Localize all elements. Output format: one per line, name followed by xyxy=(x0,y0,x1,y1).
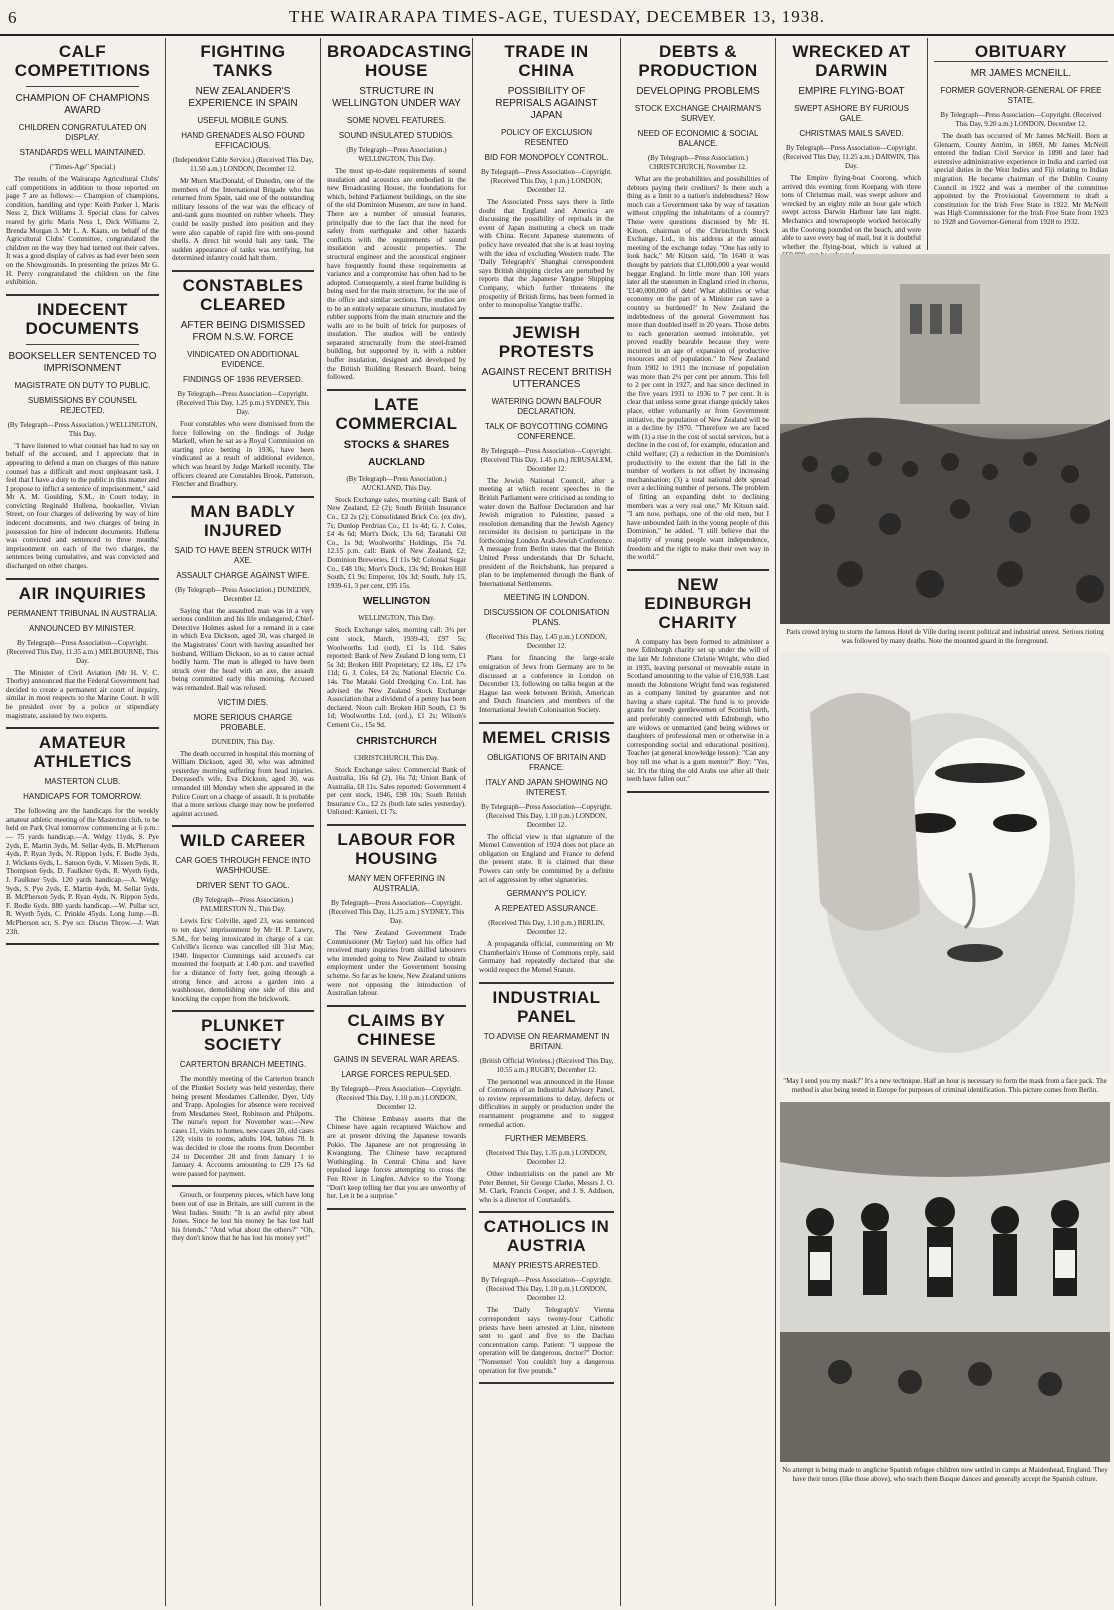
deck: FINDINGS OF 1936 REVERSED. xyxy=(182,374,304,384)
article-body: "I have listened to what counsel has had to say on behalf of the accused, and I appreciate that in appearing to defend a man on charges of this nature counsel has a difficult and most unpleasant task. I feel that I have a duty to the public in this matter and I propose to inflict a sentence of imprisonment," said Mr A. M. Goulding, S.M., in Court today, in convicting Reginald Hullena, bookseller, Vivian Street, on four charges of delivering by way of hire indecent documents, and two charges of being in possession for hire of indecent documents. Hullena was convicted and sentenced to three months' imprisonment on each of the two charges, the sentences being cumulative, and was convicted and discharged on other charges. xyxy=(6,441,159,571)
headline: DEBTS & PRODUCTION xyxy=(638,42,758,80)
article-body: The Minister of Civil Aviation (Mr H. V. C. Thorby) announced that the Federal Government had decided to create a permanent air court of inquiry, similar in most respects to the Marine Court. It will be presided over by a police or stipendiary magistrate, assisted by two experts. xyxy=(6,668,159,720)
article-calf-competitions xyxy=(6,42,159,296)
article-constables-cleared xyxy=(172,276,314,498)
dateline: By Telegraph—Press Association—Copyright. (Received This Day, 9.20 a.m.) LONDON, December 12. xyxy=(940,111,1102,128)
section-head: AUCKLAND xyxy=(368,456,425,468)
dateline: By Telegraph—Press Association—Copyright. (Received This Day, 11.25 a.m.) DARWIN, This Day. xyxy=(783,144,920,170)
deck: VICTIM DIES. xyxy=(217,697,269,707)
subhead: DEVELOPING PROBLEMS xyxy=(636,86,760,97)
deck: BID FOR MONOPOLY CONTROL. xyxy=(484,153,609,162)
subhead: EMPIRE FLYING-BOAT xyxy=(798,86,905,97)
deck: ASSAULT CHARGE AGAINST WIFE. xyxy=(176,570,310,580)
deck: DISCUSSION OF COLONISATION PLANS. xyxy=(483,608,610,628)
deck: LARGE FORCES REPULSED. xyxy=(341,1069,452,1079)
masthead xyxy=(0,0,1114,36)
article-body: Other industrialists on the panel are Mr Peter Bennet, Sir George Clarke, Messrs J. O. M. Clark, Francis Cooper, and J. S. Addison, who is a director of Courtauld's. xyxy=(479,1170,614,1204)
subhead: AGAINST RECENT BRITISH UTTERANCES xyxy=(481,366,612,390)
article-body: The Associated Press says there is little doubt that England and America are discussing the possibility of reprisals in the event of Japan instituting a check on trade with China. Recent Japanese statements of policy have revealed that she is at least toying with the idea of excluding Western trade. The 'Daily Telegraph's' Shanghai correspondent says British shipping circles are perturbed by reports that the Japanese Yangtse Shipping Company, which further threatens the prosperity of British firms, has been formed in order to monopolise Yangtse traffic. xyxy=(479,198,614,310)
article-body: Mr Murn MacDonald, of Dunedin, one of the members of the International Brigade who has returned from Spain, said one of the outstanding military lessons of the war was the efficacy of anti-tank guns mounted on rubber wheels. They could be easily pushed into position and they were also capable of rapid fire with one-pound shells. A direct hit would halt any tank. The sudden appearance of tanks was terrifying, but determined infantry could halt them. xyxy=(172,177,314,263)
subhead: BOOKSELLER SENTENCED TO IMPRISONMENT xyxy=(8,350,157,374)
article-wild-career xyxy=(172,831,314,1012)
deck: CHILDREN CONGRATULATED ON DISPLAY. xyxy=(18,123,147,142)
deck: HAND GRENADES ALSO FOUND EFFICACIOUS. xyxy=(181,131,305,150)
dateline: (By Telegraph—Press Association.) AUCKLAND, This Day. xyxy=(346,474,447,492)
column-5 xyxy=(621,38,776,1606)
dateline: By Telegraph—Press Association—Copyright. (Received This Day, 11.25 a.m.) SYDNEY, This Day. xyxy=(328,899,465,926)
dateline: (British Official Wireless.) (Received This Day, 10.55 a.m.) RUGBY, December 12. xyxy=(479,1056,614,1074)
headline: INDECENT DOCUMENTS xyxy=(25,299,140,338)
article-wrecked-at-darwin xyxy=(782,42,921,260)
article-trade-in-china xyxy=(479,42,614,319)
deck: SOUND INSULATED STUDIOS. xyxy=(338,131,455,140)
filler-paragraph: Grouch, or fourpenny pieces, which have long been out of use in Britain, are still current in the West Indies. Smith: "It is an awful pity about Jones. Since he lost his money he has lost half his friends." "And what about the others?" "Oh, they don't know that he has lost his money yet!" xyxy=(172,1191,314,1243)
article-body: The following are the handicaps for the weekly amateur athletic meeting of the Masterton club, to be held on Park Oval tomorrow commencing at 6 p.m.:— 75 yards handicap.—A. Welgy 11yds, S. Pye 2yds, E. Martin 3yds, M. Sellar 4yds, B. McPherson 4yds, P. Ryan 3yds, N. Rippon 1yds, F. Bodle 3yds, J. Wickens 6yds, L. Sanson 6yds, V. Missen 5yds, R. Thompson 6yds, D. Faulkner 6yds, R. Wyeth 6yds, J. Faulkner 5yds. 120 yards handicap.—A. Welgy 9yds, S. Pye 2yds, E. Martin 4yds, M. Sellar 5yds, B. McPherson 5yds, P. Ryan 4yds, N. Rippon 5yds, F. Bodle 6yds. 880 yards handicap.—W. Pullar scr, R. Wyeth 5yds, C. Prinkle 45yds. Long Jump.—B. McPherson scr, S. Pye scr. Discus Throw.—J. Watt 23ft. xyxy=(6,807,159,936)
subhead: STOCKS & SHARES xyxy=(343,438,450,451)
headline: FIGHTING TANKS xyxy=(200,42,286,80)
deck: SOME NOVEL FEATURES. xyxy=(346,116,447,125)
article-industrial-panel xyxy=(479,988,614,1214)
deck: SAID TO HAVE BEEN STRUCK WITH AXE. xyxy=(174,545,312,565)
deck: MANY PRIESTS ARRESTED. xyxy=(493,1261,600,1271)
article-fighting-tanks xyxy=(172,42,314,272)
dateline: (By Telegraph—Press Association.) DUNEDIN, December 12. xyxy=(175,585,311,603)
article-body: The death occurred in hospital this morning of William Dickson, aged 30, who was admitted yesterday morning suffering from head injuries. Deceased's wife, Eva Dickson, aged 30, was remanded till Monday when she appeared in the Police Court on a charge of assault. It is probable that a more serious charge may now be preferred against accused. xyxy=(172,749,314,818)
deck: DRIVER SENT TO GAOL. xyxy=(196,881,290,891)
dateline: (By Telegraph—Press Association.) WELLINGTON, This Day. xyxy=(7,420,158,438)
dateline: By Telegraph—Press Association—Copyright. (Received This Day, 11.35 a.m.) MELBOURNE, This Day. xyxy=(6,638,159,665)
deck: FURTHER MEMBERS. xyxy=(505,1134,588,1144)
subhead: MR JAMES MCNEILL. xyxy=(970,68,1072,79)
dateline: (By Telegraph—Press Association.) CHRISTCHURCH, November 12. xyxy=(647,154,749,171)
headline: TRADE IN CHINA xyxy=(504,42,589,80)
column-2 xyxy=(166,38,321,1606)
article-body: The personnel was announced in the House of Commons of an Industrial Advisory Panel, to review representations to delay, defects or difficulties in supply or production under the rearmament programme and to suggest remedial action. xyxy=(479,1077,614,1129)
headline: CATHOLICS IN AUSTRIA xyxy=(483,1217,610,1256)
headline: NEW EDINBURGH CHARITY xyxy=(644,574,752,632)
article-body: The 'Daily Telegraph's' Vienna correspondent says twenty-four Catholic priests have been arrested at Linz, nineteen sent to gaol and five to the Dachau concentration camp. Patient: "I suppose the operation will be dangerous, doctor?" Doctor: "Nonsense! You couldn't buy a dangerous operation for five pounds." xyxy=(479,1306,614,1375)
article-body: The most up-to-date requirements of sound insulation and acoustics are embodied in the new Broadcasting House, the foundations for which, behind Parliament buildings, on the site of the old Dominion Museum, are now in hand. There are a number of unusual features, principally due to the fact that the need for safety from earthquake and other hazards conflicts with the requirements of sound insulation and acoustic properties. The structural engineer and the acoustical engineer have frequently found these requirements at variance and a compromise has often had to be adopted. Consequently, a steel frame building is being used for the main structure, for the use of the office and similar sections. The studios are to be an entirely separate structure, insulated by rubber supports from the main structure and the walls are to be built of brick for purposes of insulation. The studios will be entirely separated structurally from the steel-framed building, but supported by it, with a rubber buffer insulation, designed and developed by the British Building Research Board, being followed. xyxy=(327,167,466,382)
deck: MEETING IN LONDON. xyxy=(503,593,590,603)
dateline: By Telegraph—Press Association—Copyright. (Received This Day, 1.45 p.m.) JERUSALEM, December 12. xyxy=(480,446,613,473)
deck: HANDICAPS FOR TOMORROW. xyxy=(23,792,142,802)
dateline: By Telegraph—Press Association—Copyright. (Received This Day, 1.25 p.m.) SYDNEY, This Day. xyxy=(176,389,310,416)
deck: PERMANENT TRIBUNAL IN AUSTRALIA. xyxy=(7,608,158,618)
headline: MEMEL CRISIS xyxy=(482,727,611,747)
headline: CLAIMS BY CHINESE xyxy=(347,1010,446,1049)
article-obituary xyxy=(934,42,1108,227)
article-body: The Jewish National Council, after a meeting at which recent speeches in the British Parliament were criticised as tending to water down the Balfour Declaration and bar Jewish migration to Palestine, passed a resolution demanding that the Jewish Agency reconsider its decision to participate in the forthcoming London Arab-Jewish Conference. A message from Berlin states that the British United Press understands that Dr Schacht, president of the Reichsbank, has prepared a plan to be implemented through the Bank of International Settlements. xyxy=(479,476,614,588)
deck: ANNOUNCED BY MINISTER. xyxy=(29,623,136,633)
dateline: DUNEDIN, This Day. xyxy=(211,737,275,746)
article-body: The monthly meeting of the Carterton branch of the Plunket Society was held yesterday, there being present Mesdames Callender, Dyer, Udy and Trapp. Apologies for absence were received from Mesdames Steel, Robinson and Philpotts. The nurse's report for November was:—New cases 11, visits to homes, new cases 20, old cases 120; visits to rooms, adults 104, babies 78. It was decided to close the rooms from December 24 to December 28 and from January 1 to January 4. Accounts amounting to £29 17s 6d were passed for payment. xyxy=(172,1075,314,1178)
subhead: AFTER BEING DISMISSED FROM N.S.W. FORCE xyxy=(180,319,306,343)
deck: SUBMISSIONS BY COUNSEL REJECTED. xyxy=(27,395,138,415)
headline: WILD CAREER xyxy=(180,831,306,851)
subhead: STRUCTURE IN WELLINGTON UNDER WAY xyxy=(332,86,461,109)
article-body: Stock Exchange sales, morning call: 3¾ per cent stock, March, 1939-43, £97 5s; Woolworths Ltd (ord), £1 1s 11d. Sales reported: Bank of New Zealand D long term, £1 5s 3d; Broken Hill Proprietary, £2 18s, £2 17s 11d; G. J. Coles, £4 2s; National Electric Co. 14s. The Mataki Gold Dredging Co. Ltd. has advised the New Zealand Stock Exchange Association that a dividend of a penny has been declared. Noon call: Broken Hill South, £1 9s 1d; Woolworths Ltd. (ord.), £1 2s; Wilson's Cement Co., 15s 9d. xyxy=(327,626,466,729)
article-body: The results of the Wairarapa Agricultural Clubs' calf competitions in addition to those reported on page 7 are as follows:— Champion of champions, condition, handling and type: Keith Parker 1, Maris Ness 2, Dick Williams 3. Special class for calves reared by girls: Maris Ness 1, Dick Williams 2, Brenda Morgan 3. Mr L. A. Kaats, on behalf of the Agricultural Clubs' Committee, congratulated the children on the way they had turned out their calves. It was a good display of calves as had ever been seen on the Showgrounds. In presenting the prizes Mr G. H. Perry congratulated the children on the fine exhibition. xyxy=(6,175,159,287)
article-body: The Chinese Embassy asserts that the Chinese have again recaptured Waichow and are at present driving the Japanese towards Pokio. The Japanese are not progressing in Kwangtung. The Chinese have recaptured Wuthingling. In Central China and have repulsed large forces attempting to cross the Fen River in Lingfen. Advice to the Young: "Don't keep telling her that you are unworthy of her. Let it be a surprise." xyxy=(327,1114,466,1201)
dateline: By Telegraph—Press Association—Copyright. (Received This Day, 1.10 p.m.) LONDON, December 12. xyxy=(330,1084,462,1111)
deck: MASTERTON CLUB. xyxy=(44,777,121,787)
dateline: (Received This Day, 1.45 p.m.) LONDON, December 12. xyxy=(486,633,607,651)
article-broadcasting-house xyxy=(327,42,472,391)
article-amateur-athletics xyxy=(6,733,159,945)
deck: POLICY OF EXCLUSION RESENTED xyxy=(501,128,592,147)
headline: JEWISH PROTESTS xyxy=(498,322,595,361)
section-head: CHRISTCHURCH xyxy=(356,735,437,747)
headline: MAN BADLY INJURED xyxy=(190,501,296,540)
article-body: The official view is that signature of the Memel Convention of 1924 does not place an obligation on England and France to defend the present state. It is claimed that these Powers can only be committed by a definite act of aggression by other signatories. xyxy=(479,832,614,884)
deck: CARTERTON BRANCH MEETING. xyxy=(179,1060,307,1070)
headline: CALF COMPETITIONS xyxy=(14,42,151,80)
article-memel-crisis xyxy=(479,728,614,984)
deck: GERMANY'S POLICY. xyxy=(506,889,587,899)
headline: LABOUR FOR HOUSING xyxy=(337,830,456,869)
masthead-title: THE WAIRARAPA TIMES-AGE, TUESDAY, DECEMBER 13, 1938. xyxy=(289,7,825,26)
dateline: (Independent Cable Service.) (Received This Day, 11.50 a.m.) LONDON, December 12. xyxy=(172,156,314,173)
deck: CAR GOES THROUGH FENCE INTO WASHHOUSE. xyxy=(175,856,311,876)
article-body: The New Zealand Government Trade Commissioner (Mr Taylor) said his office had received many inquiries from skilled labourers who intended going to New Zealand to obtain employment under the Government housing scheme. So far as he knew, New Zealand unions were not opposing the introduction of Australian labour. xyxy=(327,929,466,998)
dateline: By Telegraph—Press Association—Copyright. (Received This Day, 1 p.m.) LONDON, December 12. xyxy=(480,168,612,194)
article-body: Saying that the assaulted man was in a very serious condition and his life endangered, Chief-Detective Holmes asked for a remand in a case in which Eva Dickson, aged 30, was charged in the Magistrates' Court with having assaulted her husband, William Dickson, so as to cause actual bodily harm. The man is alleged to have been struck over the head with an axe, the assault being committed early this morning. Accused was remanded. Bail was refused. xyxy=(172,606,314,693)
article-indecent-documents xyxy=(6,300,159,580)
headline: AIR INQUIRIES xyxy=(18,583,147,603)
page-number: 6 xyxy=(8,8,18,27)
subhead: CHAMPION OF CHAMPIONS AWARD xyxy=(15,93,150,116)
article-debts-production xyxy=(627,42,769,571)
dateline: CHRISTCHURCH, This Day. xyxy=(354,753,439,762)
article-body: Stock Exchange sales, morning call: Bank of New Zealand, £2 (2); South British Insurance Co., £2 2s (2); Consolidated Brick Co. (ex div), 7s; Dunlop Perdriau Co., £1 1s 4d; G. J. Coles, £4 4s 6d; Mort's Dock, 13s 6d; Taranaki Oil Co., 1s 9d; Woolworths' Holdings, 15s 7d. 12.15 p.m. call: Bank of New Zealand, £2; Dominion Breweries, £1 11s 9d; Colonial Sugar Co., £48 10s; Mort's Dock, 13s 9d; Broken Hill South, £1 9s; Emperor, 10s 3d; South, July 15, 1939-61, 3 per cent, £95 15s. xyxy=(327,495,466,590)
headline: AMATEUR ATHLETICS xyxy=(33,733,132,772)
headline: BROADCASTING HOUSE xyxy=(327,42,472,80)
deck: VINDICATED ON ADDITIONAL EVIDENCE. xyxy=(187,349,299,369)
headline: WRECKED AT DARWIN xyxy=(792,42,911,80)
article-body: What are the probabilities and possibilities of debtors paying their creditors? Is there such a thing as a limit to a nation's indebtedness? How much can a Government take by way of taxation without crippling the inhabitants of a country? These were questions discussed by Mr H. Kitson, chairman of the Christchurch Stock Exchange, Ltd., in his address at the annual meeting of the exchange today. "One has only to look back," Mr Kitson said, "In 1640 it was thought by patriots that £1,000,000 a year would beggar England. In little more than 100 years later all the statesmen in England cried in chorus, '£140,000,000 of debt! What abilities or what economy on the part of a Minister can save a country so burdened?' In New Zealand the indebtedness of the general Government has more than doubled itself in 20 years. Those debts to each generation seemed intolerable, yet proved readily bearable because they were incurred in an age of expansion of productive resources and of population." In New Zealand from 1902 to 1911 the increase of population was more than 2¼ per cent per annum. This fell to 2 per cent in 1927, and has since declined in the five years 1931 to 1936 to 7 per cent. It is clear that unless some great change quickly takes place, either voluntarily or from Government initiative, the population of New Zealand will be in a decline by 1970. "Therefore we are faced with (1) a rise in the cost of social services, but a decline in the cost of, for example, education and child welfare; (2) a reduction in the Dominion's productivity to the extent that the fall in the number of workers is not offset by increasing mechanisation; (3) a total national debt spread over a declining number of persons. The problem of fitting an expanding debt to declining members was a very real one," Mr Kitson said. "I am now, perhaps, one of the old men, but I have unbounded faith in the young people of this Dominion," he added. "I still believe that the majority of young people want independence, freedom and the right to make their own way in the world." xyxy=(627,175,769,562)
section-head: WELLINGTON xyxy=(362,596,431,608)
deck: FORMER GOVERNOR-GENERAL OF FREE STATE. xyxy=(940,86,1102,105)
dateline: WELLINGTON, This Day. xyxy=(358,614,435,623)
dateline: By Telegraph—Press Association—Copyright. (Received This Day, 1.10 p.m.) LONDON, December 12. xyxy=(480,802,612,829)
dateline: (Received This Day, 1.35 p.m.) LONDON, December 12. xyxy=(486,1149,607,1167)
column-4 xyxy=(473,38,621,1606)
column-7 xyxy=(928,38,1114,250)
article-plunket-society xyxy=(172,1016,314,1187)
headline: LATE COMMERCIAL xyxy=(335,394,458,433)
deck: WATERING DOWN BALFOUR DECLARATION. xyxy=(491,396,602,416)
subhead: NEW ZEALANDER'S EXPERIENCE IN SPAIN xyxy=(188,86,298,109)
article-catholics-in-austria xyxy=(479,1217,614,1384)
article-claims-by-chinese xyxy=(327,1011,466,1210)
article-jewish-protests xyxy=(479,323,614,724)
paris-crowd-image xyxy=(780,254,1110,624)
headline: CONSTABLES CLEARED xyxy=(182,275,304,314)
paris-photo-caption: Paris crowd trying to storm the famous Hotel de Ville during recent political and industrial unrest. Serious rioting was followed by many deaths. Note the mounted guard in the foreground. xyxy=(786,628,1104,645)
deck: CHRISTMAS MAILS SAVED. xyxy=(799,129,904,138)
dateline: (Received This Day, 1.10 p.m.) BERLIN, December 12. xyxy=(488,919,605,937)
article-body: A company has been formed to administer a new Edinburgh charity set up under the will of the late Mr Johnstone Christie Wright, who died in 1935, leaving personal or moveable estate in Scotland amounting to the value of £16,938. Last month the Johnstone Wright fund was registered as a company limited by guarantee and not having a share capital. The fund is to provide grants for needy gentlewomen of Scottish birth, and preferably connected with Edinburgh, who are widows or unmarried (and being widows or daughters of professional men or otherwise in a corresponding social and educational position). Teacher (at general knowledge lesson): "Can any boy tell me what is a gum mentor?" Boy: "Yes, sir. It's the thing the old Arabs use after all their teeth have fallen out." xyxy=(627,637,769,784)
article-man-badly-injured xyxy=(172,502,314,828)
dateline: By Telegraph—Press Association—Copyright. (Received This Day, 1.10 p.m.) LONDON, December 12. xyxy=(480,1276,612,1303)
subhead: POSSIBILITY OF REPRISALS AGAINST JAPAN xyxy=(495,86,598,121)
deck: A REPEATED ASSURANCE. xyxy=(494,904,599,914)
article-body: Plans for financing the large-scale emigration of Jews from Germany are to be discussed at a conference in London on December 13, following on talks begun at the Hague last week between British, American and Dutch financiers and members of the International Jewish Colonisation Society. xyxy=(479,654,614,714)
article-body: Stock Exchange sales: Commercial Bank of Australia, 16s 6d (2), 16s 7d; Union Bank of Australia, £8 11s. Sales reported: Government 4 per cent stock, 1946, £98 10s; South British Insurance Co., £2 2s (both late sales yesterday). Unlisted: Kanieri, £1 7s. xyxy=(327,765,466,817)
deck: MORE SERIOUS CHARGE PROBABLE. xyxy=(193,712,293,732)
headline: PLUNKET SOCIETY xyxy=(201,1016,285,1055)
article-air-inquiries xyxy=(6,584,159,730)
children-photo-caption: No attempt is being made to anglicise Spanish refugee children now settled in camps at Maidenhead, England. They have their tutors (like those above), who teach them Basque dances and generally accept the Spanish culture. xyxy=(782,1466,1108,1483)
photo-column xyxy=(780,254,1110,1606)
article-labour-for-housing xyxy=(327,830,466,1007)
spanish-children-photo xyxy=(780,1102,1110,1462)
spanish-children-image xyxy=(780,1102,1110,1462)
dateline: (By Telegraph—Press Association.) PALMERSTON N., This Day. xyxy=(192,896,294,914)
article-late-commercial xyxy=(327,395,466,826)
deck: ITALY AND JAPAN SHOWING NO INTEREST. xyxy=(485,777,608,797)
article-body: The death has occurred of Mr James McNeill. Born at Glenarm, County Antrim, in 1869, Mr James McNeill entered the Indian Civil Service in 1890 and later had extensive administrative experience in India and carried out special duties in the West Indies and Fiji relating to Indian migration. He became chairman of the Dublin County Council in 1922 and was a member of the committee appointed by the Provisional Government to draft a constitution for the Irish Free State in 1922. Mr McNeill was High Commissioner for the Irish Free State from 1923 to 1928 and Governor-General from 1928 to 1932. xyxy=(934,132,1108,226)
deck: TALK OF BOYCOTTING COMING CONFERENCE. xyxy=(485,421,608,441)
deck: OBLIGATIONS OF BRITAIN AND FRANCE. xyxy=(487,752,606,772)
article-body: The Empire flying-boat Coorong, which arrived this evening from Koepang with three tons of Christmas mail, was swept ashore and wrecked by an eighty mile an hour gale which swept across Darwin Harbour late last night. Mechanics and townspeople worked heroically as the Coorong pounded on the beach, and were able to save every bag of mail, but it is doubtful whether the flying-boat, which is valued at xyxy=(782,174,921,251)
column-6 xyxy=(776,38,928,250)
deck: MANY MEN OFFERING IN AUSTRALIA. xyxy=(348,874,445,894)
mask-photo-caption: "May I send you my mask?" It's a new technique. Half an hour is necessary to form the mask from a face pack. The method is also being tested in Europe for purposes of criminal identification. This picture comes from Berlin. xyxy=(783,1077,1107,1094)
article-body: A propaganda official, commenting on Mr Chamberlain's House of Commons reply, said Germany had repeatedly declared that she would respect the Memel Statute. xyxy=(479,940,614,974)
face-mask-photo xyxy=(780,653,1110,1073)
dateline: (By Telegraph—Press Association.) WELLINGTON, This Day. xyxy=(346,146,447,163)
column-3 xyxy=(321,38,473,1606)
article-new-edinburgh-charity xyxy=(627,575,769,793)
face-mask-image xyxy=(780,653,1110,1073)
article-body: Four constables who were dismissed from the force following on the findings of Judge Markell, when he sat as a Royal Commission on starting price betting in 1936, have been vindicated as a result of additional evidence, which was heard by Judge Markell recently. The officers cleared are Constables Brook, Patterson, Fletcher and Bradbury. xyxy=(172,419,314,489)
headline: INDUSTRIAL PANEL xyxy=(492,987,601,1026)
deck: STOCK EXCHANGE CHAIRMAN'S SURVEY. xyxy=(634,104,762,123)
deck: GAINS IN SEVERAL WAR AREAS. xyxy=(333,1054,460,1064)
deck: STANDARDS WELL MAINTAINED. xyxy=(19,148,146,157)
deck: MAGISTRATE ON DUTY TO PUBLIC. xyxy=(14,380,151,390)
dateline: ("Times-Age" Special.) xyxy=(49,163,116,171)
article-body: Lewis Eric Colville, aged 23, was sentenced to ten days' imprisonment by Mr H. P. Lawry, S.M., for being intoxicated in charge of a car. Colville's licence was cancelled till 31st May, 1940. Inspector Cummings said accused's car mounted the footpath at 1.40 p.m. and travelled for a distance of forty feet, going through a strong fence and across a garden into a washhouse, demolishing one side of this and knocking the copper from the brickwork. xyxy=(172,917,314,1003)
deck: TO ADVISE ON REARMAMENT IN BRITAIN. xyxy=(483,1031,610,1051)
headline: OBITUARY xyxy=(934,42,1108,62)
deck: NEED OF ECONOMIC & SOCIAL BALANCE. xyxy=(637,129,759,148)
deck: SWEPT ASHORE BY FURIOUS GALE. xyxy=(794,104,909,123)
paris-crowd-photo xyxy=(780,254,1110,624)
column-1 xyxy=(0,38,166,1606)
deck: USEFUL MOBILE GUNS. xyxy=(197,116,289,125)
